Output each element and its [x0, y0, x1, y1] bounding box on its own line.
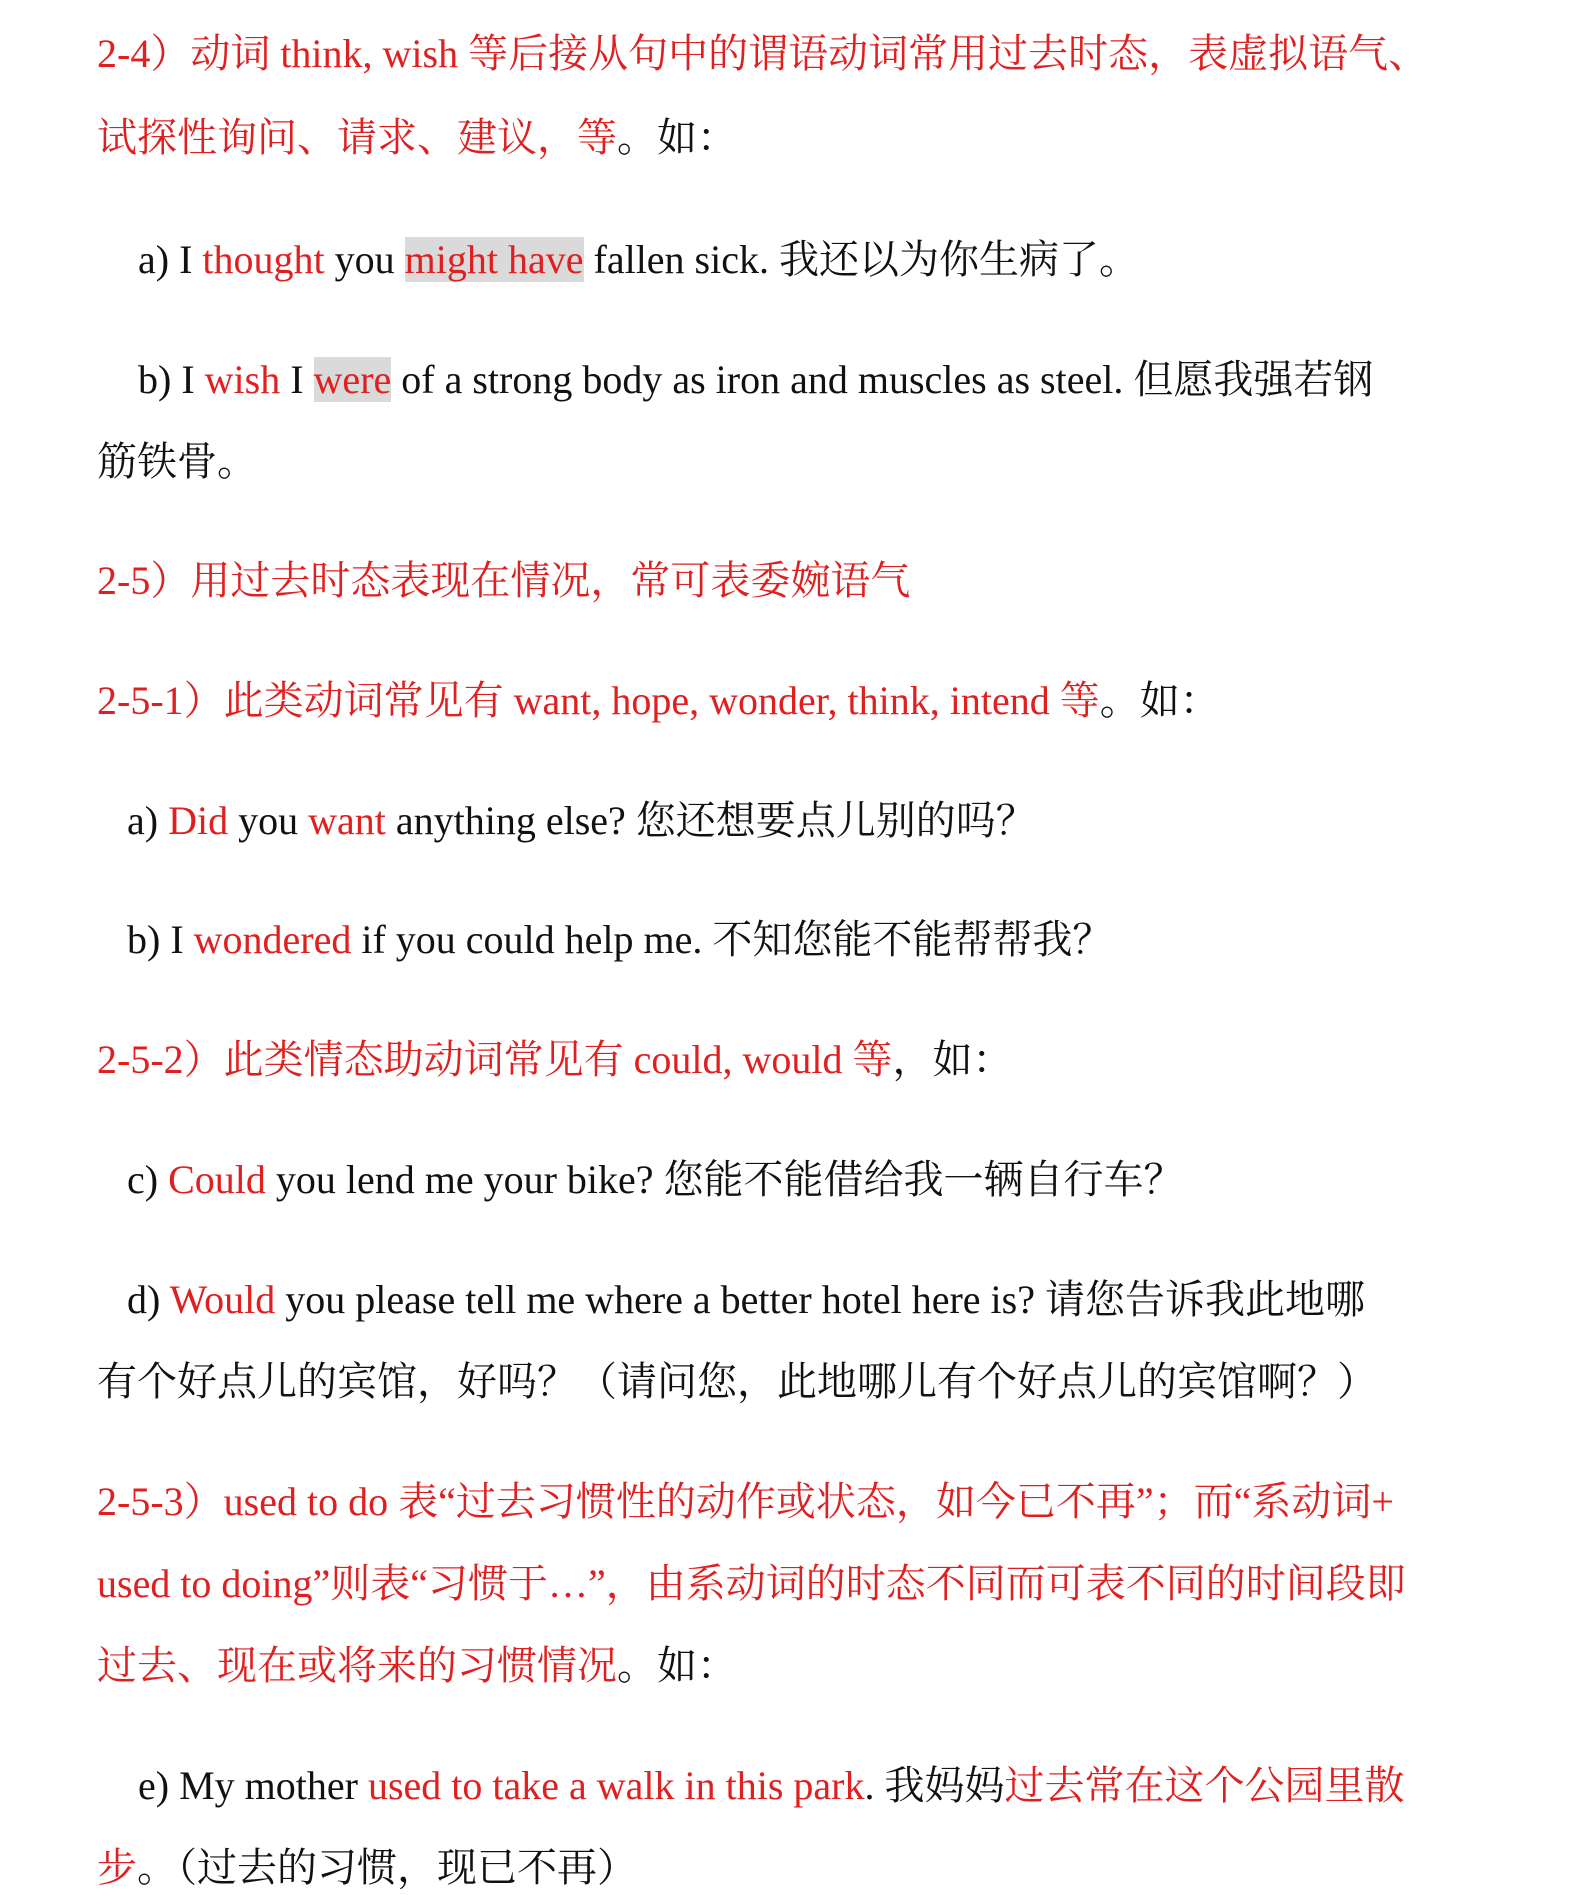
highlighted-word: want	[308, 798, 386, 843]
section-text: 。如：	[617, 115, 737, 160]
highlighted-word: Did	[168, 798, 229, 843]
section-text: used to doing”则表“习惯于…”，由系动词的时态不同而可表不同的时间段即	[97, 1561, 1406, 1606]
section-text: ，如：	[892, 1037, 1013, 1082]
section-2-5-3-heading-line2	[97, 1560, 1547, 1608]
section-text: 2-4）动词 think, wish 等后接从句中的谓语动词常用过去时态，表虚拟语气、	[97, 31, 1429, 76]
highlighted-word: thought	[202, 237, 325, 282]
example-text: a)	[127, 798, 169, 843]
section-2-5-3-heading-line3	[97, 1642, 1547, 1690]
example-b-wish	[138, 356, 1547, 404]
example-text: . 我妈妈	[864, 1763, 1005, 1808]
example-text: you please tell me where a better hotel here is? 请您告诉我此地哪	[275, 1277, 1365, 1322]
example-text: anything else? 您还想要点儿别的吗？	[385, 798, 1036, 843]
example-text: 筋铁骨。	[97, 439, 257, 484]
section-text: 试探性询问、请求、建议，等	[97, 115, 617, 160]
example-text: b) I	[138, 357, 205, 402]
section-text: 2-5-1）此类动词常见有 want, hope, wonder, think, intend 等	[97, 678, 1100, 723]
example-text: 。（过去的习惯，现已不再）	[137, 1845, 637, 1890]
highlighted-word: used to take a walk in this park	[367, 1763, 865, 1808]
example-text: fallen sick. 我还以为你生病了。	[583, 237, 1139, 282]
example-text: b) I	[127, 917, 194, 962]
example-text: 有个好点儿的宾馆，好吗？（请问您，此地哪儿有个好点儿的宾馆啊？）	[97, 1359, 1377, 1404]
example-text: of a strong body as iron and muscles as steel. 但愿我强若钢	[391, 357, 1374, 402]
highlighted-word: 过去常在这个公园里散	[1004, 1763, 1405, 1808]
example-b-wish-cont	[97, 438, 1547, 486]
section-2-5-1-heading	[97, 677, 1547, 725]
example-text: c)	[127, 1157, 169, 1202]
example-text: d)	[127, 1277, 170, 1322]
example-text: you	[228, 798, 309, 843]
section-text: 2-5-2）此类情态助动词常见有 could, would 等	[97, 1037, 893, 1082]
example-b-wondered	[127, 916, 1547, 964]
example-d-would	[127, 1276, 1547, 1324]
section-text: 2-5-3）used to do 表“过去习惯性的动作或状态，如今已不再”；而“系动词+	[97, 1479, 1394, 1524]
section-2-4-heading	[97, 30, 1547, 78]
example-text: if you could help me. 不知您能不能帮帮我？	[351, 917, 1113, 962]
section-text: 。如：	[1099, 678, 1220, 723]
example-c-could	[127, 1156, 1547, 1204]
section-text: 2-5）用过去时态表现在情况，常可表委婉语气	[97, 558, 911, 603]
highlighted-word: wish	[204, 357, 281, 402]
highlighted-word: Would	[169, 1277, 276, 1322]
highlighted-word: 步	[97, 1845, 137, 1890]
example-d-would-cont	[97, 1358, 1547, 1406]
example-text: a) I	[138, 237, 203, 282]
section-text: 。如：	[617, 1643, 737, 1688]
highlighted-word: wondered	[193, 917, 352, 962]
example-text: you	[324, 237, 405, 282]
section-2-5-heading	[97, 557, 1547, 605]
example-a-did-want	[127, 797, 1547, 845]
example-text: you lend me your bike? 您能不能借给我一辆自行车？	[265, 1157, 1184, 1202]
section-text: 过去、现在或将来的习惯情况	[97, 1643, 617, 1688]
section-2-4-heading-cont	[97, 114, 1547, 162]
highlighted-word: were	[313, 357, 392, 402]
highlighted-word: Could	[168, 1157, 266, 1202]
example-a-thought	[138, 236, 1547, 284]
section-2-5-2-heading	[97, 1036, 1547, 1084]
example-e-used-to-cont	[97, 1844, 1547, 1892]
example-e-used-to	[138, 1762, 1547, 1810]
section-2-5-3-heading	[97, 1478, 1547, 1526]
example-text: e) My mother	[138, 1763, 368, 1808]
highlighted-word: might have	[404, 237, 584, 282]
example-text: I	[280, 357, 314, 402]
